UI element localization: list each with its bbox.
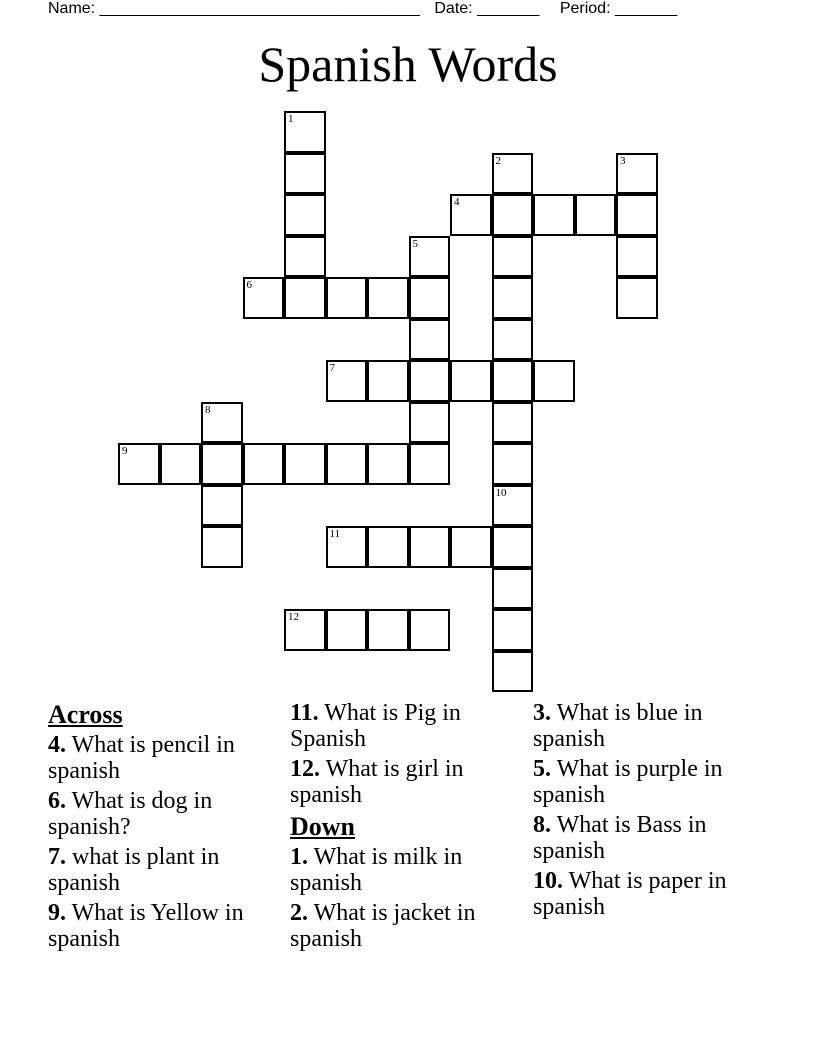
crossword-cell[interactable] [492,277,534,319]
crossword-cell[interactable] [367,443,409,485]
crossword-cell[interactable] [201,485,243,527]
crossword-cell[interactable] [492,360,534,402]
crossword-cell[interactable] [118,443,160,485]
crossword-cell[interactable] [616,153,658,195]
name-field[interactable]: Name: ____________________________________ [48,0,420,17]
page-title: Spanish Words [258,36,558,92]
clue-down-8: 8. What is Bass in spanish [533,812,707,864]
crossword-cell[interactable] [201,526,243,568]
clue-number: 11 [329,528,341,540]
crossword-cell[interactable] [409,402,451,444]
crossword-cell[interactable] [409,609,451,651]
crossword-cell[interactable] [201,443,243,485]
clue-number: 4 [454,196,460,208]
crossword-cell[interactable] [492,485,534,527]
crossword-cell[interactable] [492,443,534,485]
crossword-cell[interactable] [160,443,202,485]
crossword-cell[interactable] [409,236,451,278]
crossword-cell[interactable] [616,277,658,319]
clue-across-4: 4. What is pencil in spanish [48,732,235,784]
crossword-cell[interactable] [616,194,658,236]
crossword-cell[interactable] [575,194,617,236]
clue-down-1: 1. What is milk in spanish [290,844,463,896]
clue-across-9: 9. What is Yellow in spanish [48,900,244,952]
down-heading: Down [290,812,356,841]
crossword-cell[interactable] [326,277,368,319]
crossword-cell[interactable] [367,526,409,568]
crossword-cell[interactable] [284,236,326,278]
clue-across-6: 6. What is dog in spanish? [48,788,213,840]
crossword-cell[interactable] [533,194,575,236]
crossword-cell[interactable] [367,360,409,402]
crossword-cell[interactable] [492,651,534,693]
crossword-cell[interactable] [284,609,326,651]
crossword-cell[interactable] [409,277,451,319]
crossword-cell[interactable] [450,194,492,236]
clue-down-3: 3. What is blue in spanish [533,700,703,752]
crossword-cell[interactable] [367,277,409,319]
crossword-cell[interactable] [616,236,658,278]
clue-number: 3 [620,154,626,167]
clue-across-12: 12. What is girl in spanish [290,756,464,808]
clue-number: 5 [412,237,418,250]
crossword-cell[interactable] [284,443,326,485]
crossword-cell[interactable] [492,402,534,444]
crossword-cell[interactable] [492,153,534,195]
clue-number: 7 [329,362,335,374]
crossword-cell[interactable] [492,194,534,236]
crossword-cell[interactable] [284,277,326,319]
crossword-cell[interactable] [284,194,326,236]
clue-number: 10 [495,486,507,499]
clue-number: 8 [205,403,211,416]
crossword-cell[interactable] [326,443,368,485]
crossword-cell[interactable] [201,402,243,444]
crossword-cell[interactable] [409,526,451,568]
crossword-cell[interactable] [409,360,451,402]
crossword-cell[interactable] [492,568,534,610]
crossword-cell[interactable] [492,319,534,361]
clue-down-5: 5. What is purple in spanish [533,756,723,808]
crossword-cell[interactable] [492,236,534,278]
clue-number: 6 [246,279,252,291]
clue-number: 2 [495,154,501,167]
crossword-cell[interactable] [243,443,285,485]
clue-down-10: 10. What is paper in spanish [533,868,727,920]
crossword-cell[interactable] [450,526,492,568]
date-field[interactable]: Date: _______ [434,0,540,17]
crossword-cell[interactable] [284,111,326,153]
clue-number: 12 [288,611,299,623]
clue-number: 1 [288,113,294,125]
clue-down-2: 2. What is jacket in spanish [290,900,476,952]
clues-column-2 [290,700,515,956]
clue-across-7: 7. what is plant in spanish [48,844,220,896]
crossword-cell[interactable] [450,360,492,402]
crossword-cell[interactable] [367,609,409,651]
crossword-cell[interactable] [492,609,534,651]
clues-column-3 [533,700,763,924]
crossword-cell[interactable] [326,526,368,568]
clues-column-1 [48,700,278,956]
crossword-cell[interactable] [409,443,451,485]
clue-across-11: 11. What is Pig in Spanish [290,700,461,752]
crossword-cell[interactable] [409,319,451,361]
crossword-cell[interactable] [284,153,326,195]
crossword-cell[interactable] [326,360,368,402]
across-heading: Across [48,700,123,729]
crossword-cell[interactable] [492,526,534,568]
crossword-cell[interactable] [243,277,285,319]
clue-number: 9 [122,445,128,457]
period-field[interactable]: Period: _______ [559,0,678,17]
crossword-cell[interactable] [326,609,368,651]
crossword-cell[interactable] [533,360,575,402]
